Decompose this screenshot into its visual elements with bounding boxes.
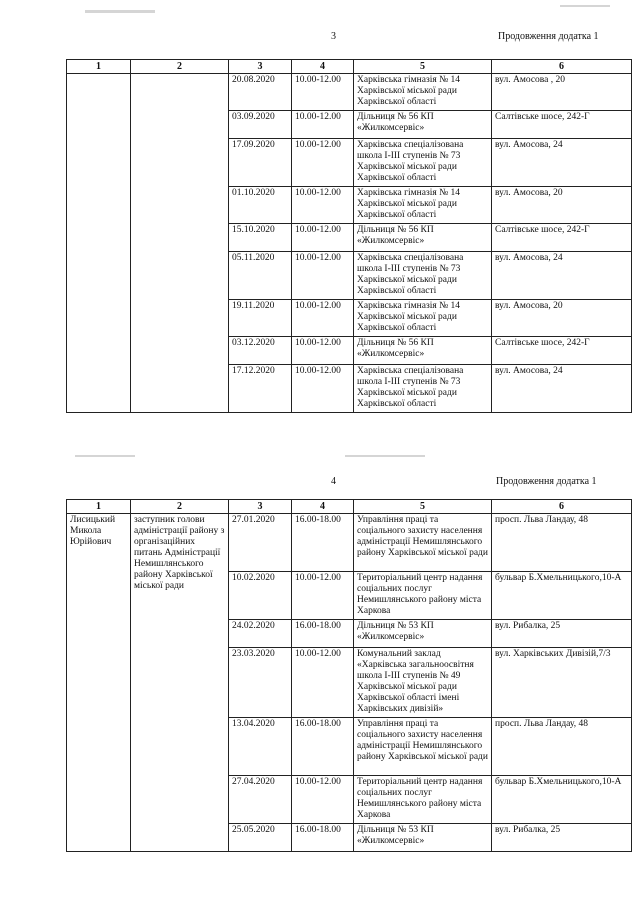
document-page-4 xyxy=(0,440,639,902)
date-cell: 10.02.2020 xyxy=(229,572,292,620)
date-cell: 25.05.2020 xyxy=(229,824,292,852)
place-cell: Територіальний центр надання соціальних послуг Немишлянського району міста Харкова xyxy=(354,776,492,824)
person-name-cell: Лисицький Микола Юрійович xyxy=(67,514,131,852)
date-cell: 20.08.2020 xyxy=(229,74,292,111)
time-cell: 16.00-18.00 xyxy=(292,514,354,572)
date-cell: 01.10.2020 xyxy=(229,187,292,224)
date-cell: 03.09.2020 xyxy=(229,111,292,139)
address-cell: вул. Рибалка, 25 xyxy=(492,620,632,648)
date-cell: 19.11.2020 xyxy=(229,300,292,337)
time-cell: 16.00-18.00 xyxy=(292,824,354,852)
address-cell: просп. Льва Ландау, 48 xyxy=(492,718,632,776)
time-cell: 10.00-12.00 xyxy=(292,224,354,252)
time-cell: 10.00-12.00 xyxy=(292,776,354,824)
date-cell: 15.10.2020 xyxy=(229,224,292,252)
address-cell: вул. Амосова, 20 xyxy=(492,300,632,337)
page-number: 3 xyxy=(331,31,336,42)
place-cell: Дільниця № 53 КП «Жилкомсервіс» xyxy=(354,824,492,852)
date-cell: 27.04.2020 xyxy=(229,776,292,824)
scan-artifact xyxy=(560,5,610,7)
table-row xyxy=(67,514,632,572)
table-header-row xyxy=(67,60,632,74)
address-cell: вул. Амосова, 24 xyxy=(492,252,632,300)
date-cell: 17.12.2020 xyxy=(229,365,292,413)
page-number: 4 xyxy=(331,476,336,487)
place-cell: Харківська спеціалізована школа І-ІІІ ступенів № 73 Харківської міської ради Харківської області xyxy=(354,252,492,300)
schedule-table xyxy=(66,59,632,413)
continuation-label: Продовження додатка 1 xyxy=(496,476,597,487)
column-header: 5 xyxy=(354,60,492,74)
time-cell: 16.00-18.00 xyxy=(292,718,354,776)
place-cell: Управління праці та соціального захисту населення адміністрації Немишлянського району Харківської міської ради xyxy=(354,514,492,572)
column-header: 2 xyxy=(131,60,229,74)
document-page-3 xyxy=(0,0,639,440)
address-cell: вул. Амосова, 24 xyxy=(492,139,632,187)
time-cell: 10.00-12.00 xyxy=(292,300,354,337)
time-cell: 10.00-12.00 xyxy=(292,139,354,187)
empty-cell xyxy=(131,74,229,413)
scan-artifact xyxy=(345,455,425,457)
address-cell: бульвар Б.Хмельницького,10-А xyxy=(492,572,632,620)
time-cell: 10.00-12.00 xyxy=(292,111,354,139)
date-cell: 13.04.2020 xyxy=(229,718,292,776)
address-cell: вул. Рибалка, 25 xyxy=(492,824,632,852)
date-cell: 24.02.2020 xyxy=(229,620,292,648)
place-cell: Харківська гімназія № 14 Харківської міської ради Харківської області xyxy=(354,187,492,224)
place-cell: Харківська гімназія № 14 Харківської міської ради Харківської області xyxy=(354,300,492,337)
date-cell: 27.01.2020 xyxy=(229,514,292,572)
table-header-row xyxy=(67,500,632,514)
date-cell: 03.12.2020 xyxy=(229,337,292,365)
schedule-table xyxy=(66,499,632,852)
address-cell: вул. Амосова, 24 xyxy=(492,365,632,413)
time-cell: 10.00-12.00 xyxy=(292,252,354,300)
empty-cell xyxy=(67,74,131,413)
time-cell: 10.00-12.00 xyxy=(292,74,354,111)
column-header: 3 xyxy=(229,500,292,514)
date-cell: 05.11.2020 xyxy=(229,252,292,300)
place-cell: Харківська гімназія № 14 Харківської міської ради Харківської області xyxy=(354,74,492,111)
time-cell: 16.00-18.00 xyxy=(292,620,354,648)
place-cell: Дільниця № 56 КП «Жилкомсервіс» xyxy=(354,224,492,252)
place-cell: Управління праці та соціального захисту населення адміністрації Немишлянського району Харківської міської ради xyxy=(354,718,492,776)
address-cell: Салтівське шосе, 242-Г xyxy=(492,111,632,139)
column-header: 6 xyxy=(492,60,632,74)
address-cell: вул. Амосова , 20 xyxy=(492,74,632,111)
place-cell: Харківська спеціалізована школа І-ІІІ ступенів № 73 Харківської міської ради Харківської області xyxy=(354,139,492,187)
column-header: 3 xyxy=(229,60,292,74)
place-cell: Дільниця № 56 КП «Жилкомсервіс» xyxy=(354,111,492,139)
time-cell: 10.00-12.00 xyxy=(292,187,354,224)
column-header: 1 xyxy=(67,500,131,514)
address-cell: Салтівське шосе, 242-Г xyxy=(492,224,632,252)
table-row xyxy=(67,74,632,111)
place-cell: Комунальний заклад «Харківська загальноосвітня школа І-ІІІ ступенів № 49 Харківської міської ради Харківської області імені Харківських дивізій» xyxy=(354,648,492,718)
continuation-label: Продовження додатка 1 xyxy=(498,31,599,42)
time-cell: 10.00-12.00 xyxy=(292,365,354,413)
column-header: 4 xyxy=(292,60,354,74)
time-cell: 10.00-12.00 xyxy=(292,572,354,620)
time-cell: 10.00-12.00 xyxy=(292,337,354,365)
place-cell: Дільниця № 56 КП «Жилкомсервіс» xyxy=(354,337,492,365)
place-cell: Дільниця № 53 КП «Жилкомсервіс» xyxy=(354,620,492,648)
address-cell: вул. Харківських Дивізій,7/3 xyxy=(492,648,632,718)
address-cell: вул. Амосова, 20 xyxy=(492,187,632,224)
column-header: 6 xyxy=(492,500,632,514)
column-header: 5 xyxy=(354,500,492,514)
place-cell: Харківська спеціалізована школа І-ІІІ ступенів № 73 Харківської міської ради Харківської області xyxy=(354,365,492,413)
column-header: 2 xyxy=(131,500,229,514)
scan-artifact xyxy=(85,10,155,13)
position-cell: заступник голови адміністрації району з організаційних питань Адміністрації Немишлянського району Харківської міської ради xyxy=(131,514,229,852)
address-cell: просп. Льва Ландау, 48 xyxy=(492,514,632,572)
date-cell: 23.03.2020 xyxy=(229,648,292,718)
scan-artifact xyxy=(75,455,135,457)
date-cell: 17.09.2020 xyxy=(229,139,292,187)
time-cell: 10.00-12.00 xyxy=(292,648,354,718)
address-cell: бульвар Б.Хмельницького,10-А xyxy=(492,776,632,824)
column-header: 1 xyxy=(67,60,131,74)
address-cell: Салтівське шосе, 242-Г xyxy=(492,337,632,365)
column-header: 4 xyxy=(292,500,354,514)
place-cell: Територіальний центр надання соціальних послуг Немишлянського району міста Харкова xyxy=(354,572,492,620)
